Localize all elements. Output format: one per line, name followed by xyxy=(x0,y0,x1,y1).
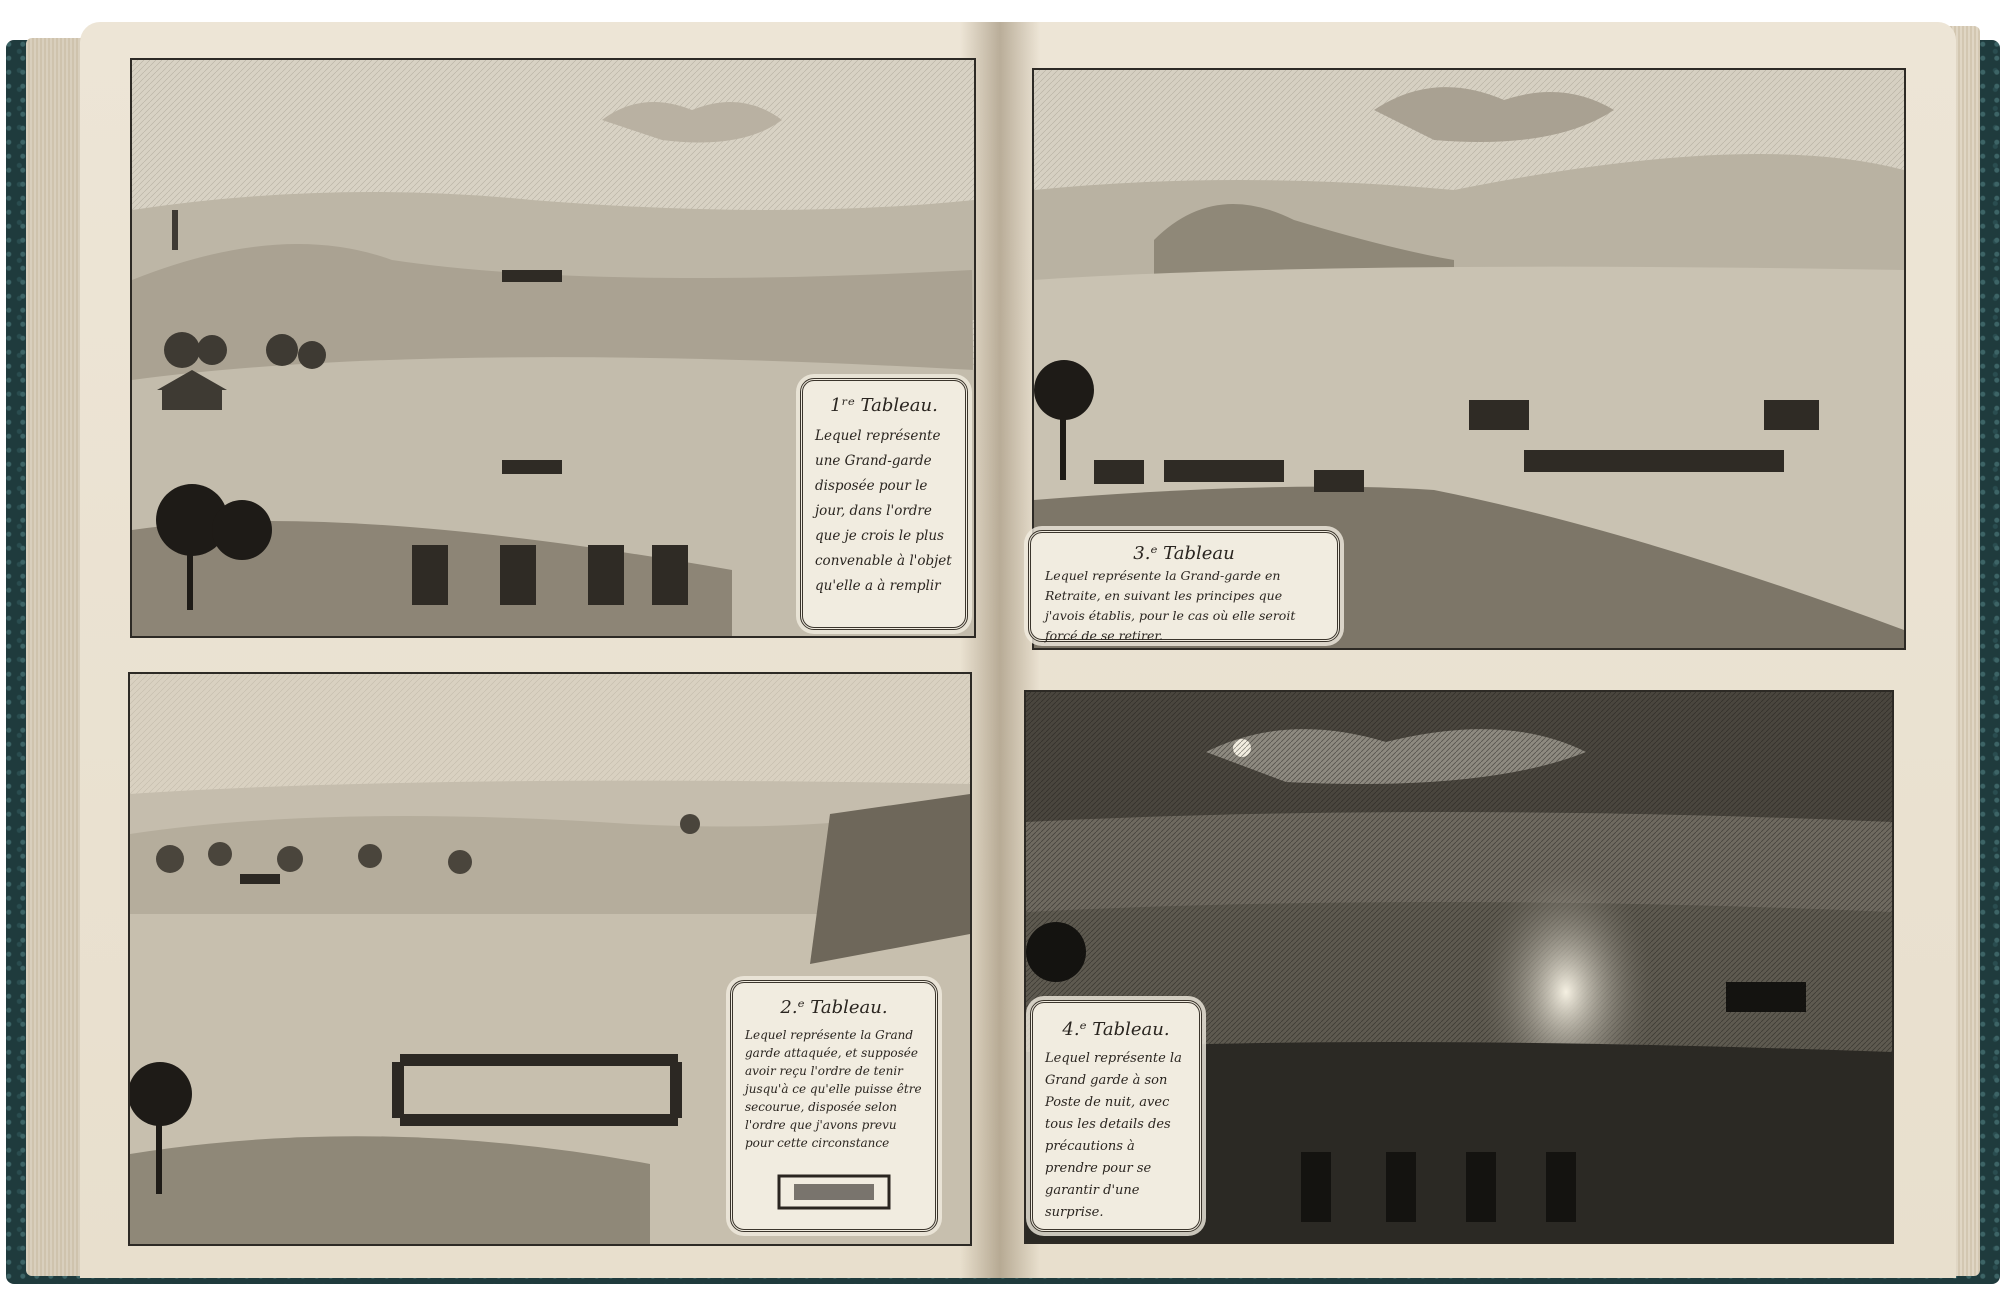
cartouche-tableau-1 xyxy=(800,378,968,630)
cartouche-tableau-4 xyxy=(1030,1000,1202,1232)
square-formation-diagram xyxy=(759,1162,909,1222)
tableau-3-text: Lequel représente la Grand-garde en Retraite, en suivant les principes que j'avois établis, pour le cas où elle seroit forcé de se retirer. xyxy=(1045,568,1296,643)
tableau-4-title: 4.ᵉ Tableau. xyxy=(1062,1019,1170,1040)
tableau-3-title: 3.ᵉ Tableau xyxy=(1133,543,1235,564)
tableau-1-text: Lequel représente une Grand-garde disposée pour le jour, dans l'ordre que je crois le plus convenable à l'objet qu'elle a à remplir xyxy=(815,428,952,594)
tableau-2-text: Lequel représente la Grand garde attaquée, et supposée avoir reçu l'ordre de tenir jusqu'à ce qu'elle puisse être secourue, disposée selon l'ordre que j'avons prevu pour cette circonstance xyxy=(745,1028,922,1150)
tableau-2-title: 2.ᵉ Tableau. xyxy=(780,997,888,1018)
tableau-4-text: Lequel représente la Grand garde à son Poste de nuit, avec tous les details des précautions à prendre pour se garantir d'une surprise. xyxy=(1045,1051,1182,1220)
cartouche-tableau-3 xyxy=(1028,530,1340,642)
cartouche-tableau-2 xyxy=(730,980,938,1232)
tableau-1-title: 1ʳᵉ Tableau. xyxy=(830,395,938,416)
